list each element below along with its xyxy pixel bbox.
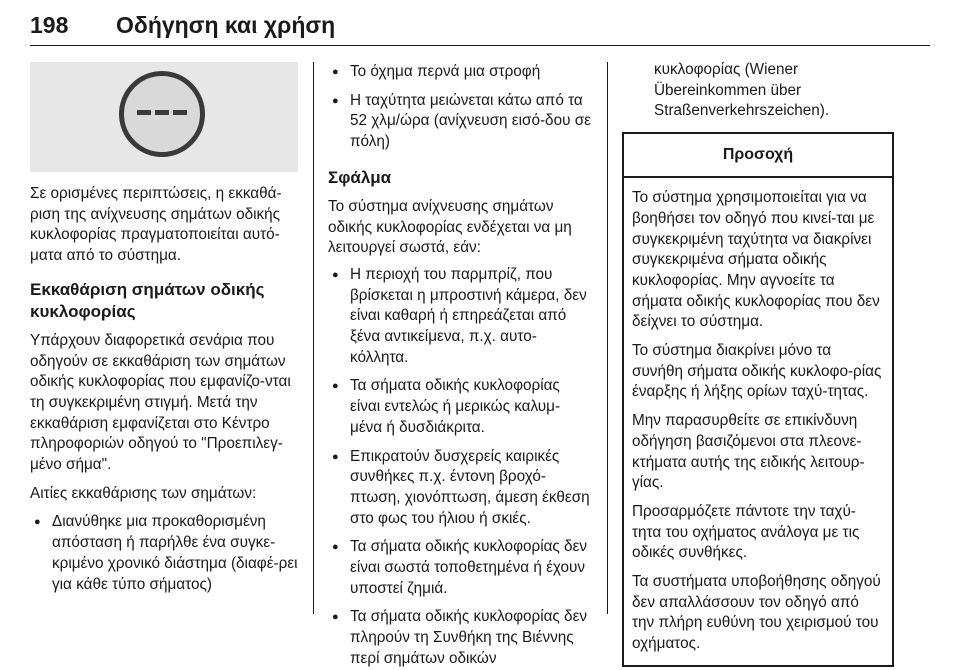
left-column: [30, 62, 298, 595]
continued-text: κυκλοφορίας (Wiener Übereinkommen über Straßenverkehrszeichen).: [654, 61, 830, 120]
header-rule: [30, 45, 930, 46]
error-list: [328, 265, 592, 670]
error-intro: Το σύστημα ανίχνευσης σημάτων οδικής κυκλοφορίας ενδέχεται να μη λειτουργεί σωστά, εάν:: [328, 197, 572, 257]
list-item: ● Επικρατούν δυσχερείς καιρικές συνθήκες π.χ. έντονη βροχό-πτωση, χιονόπτωση, άμεση έκθεση στο φως του ήλιου ή σκιές.: [328, 447, 592, 530]
list-item: ● Το όχημα περνά μια στροφή: [328, 62, 592, 83]
caution-paragraph: Το σύστημα χρησιμοποιείται για να βοηθήσει τον οδηγό που κινεί-ται με συγκεκριμένη ταχύτητα να διακρίνει συγκεκριμένα σήματα οδικής κυκλοφορίας. Μην αγνοείτε τα σήματα οδικής κυκλοφορίας που δεν δείχνει το σύστημα.: [632, 189, 880, 331]
caution-title: Προσοχή: [624, 134, 892, 178]
right-column: [622, 60, 894, 667]
list-item: ● Η ταχύτητα μειώνεται κάτω από τα 52 χλμ/ώρα (ανίχνευση εισό-δου σε πόλη): [328, 91, 592, 153]
caution-body: [624, 178, 892, 665]
list-item: ● Τα σήματα οδικής κυκλοφορίας είναι εντελώς ή μερικώς καλυμ-μένα ή δυσδιάκριτα.: [328, 376, 592, 438]
causes-label: Αιτίες εκκαθάρισης των σημάτων:: [30, 484, 257, 502]
caution-box: [622, 132, 894, 667]
section-heading-clearing: Εκκαθάριση σημάτων οδικής κυκλοφορίας: [30, 279, 265, 321]
causes-list-continued: [328, 62, 592, 153]
default-sign-icon: [119, 71, 205, 157]
causes-list: [30, 512, 298, 595]
caution-paragraph: Μην παρασυρθείτε σε επικίνδυνη οδήγηση βασιζόμενοι στα πλεονε-κτήματα αυτής της ειδικής λειτουρ-γίας.: [632, 412, 865, 492]
caution-paragraph: Προσαρμόζετε πάντοτε την ταχύ-τητα του οχήματος ανάλογα με τις οδικές συνθήκες.: [632, 502, 860, 562]
column-divider: [313, 62, 314, 614]
list-item: ● Η περιοχή του παρμπρίζ, που βρίσκεται η μπροστινή κάμερα, δεν είναι καθαρή ή επηρεάζεται από ξένα αντικείμενα, π.χ. αυτο-κόλλητα.: [328, 265, 592, 369]
list-item: ● Διανύθηκε μια προκαθορισμένη απόσταση ή παρήλθε ένα συγκε-κριμένο χρονικό διάστημα (διαφέ-ρει για κάθε τύπο σήματος): [30, 512, 298, 595]
list-item: ● Τα σήματα οδικής κυκλοφορίας δεν είναι σωστά τοποθετημένα ή έχουν υποστεί ζημιά.: [328, 537, 592, 599]
clearing-paragraph: Υπάρχουν διαφορετικά σενάρια που οδηγούν σε εκκαθάριση των σημάτων οδικής κυκλοφορίας που εμφανίζο-νται τη συγκεκριμένη στιγμή. Μετά την εκκαθάριση εμφανίζεται στο Κέντρο πληροφοριών οδηγού το "Προεπιλεγ-μένο σήμα".: [30, 331, 291, 474]
page-number: 198: [30, 12, 69, 38]
middle-column: [328, 62, 592, 670]
caution-paragraph: Το σύστημα διακρίνει μόνο τα συνήθη σήματα οδικής κυκλοφο-ρίας έναρξης ή λήξης ορίων ταχύ-τητας.: [632, 342, 882, 401]
list-item: ● Τα σήματα οδικής κυκλοφορίας δεν πληρούν τη Συνθήκη της Βιέννης περί σημάτων οδικών: [328, 607, 592, 669]
intro-text: Σε ορισμένες περιπτώσεις, η εκκαθά-ριση της ανίχνευσης σημάτων οδικής κυκλοφορίας πραγματοποιείται αυτό-ματα από το σύστημα.: [30, 185, 282, 265]
section-heading-error: Σφάλμα: [328, 167, 392, 187]
sign-illustration: [30, 62, 298, 172]
caution-paragraph: Τα συστήματα υποβοήθησης οδηγού δεν απαλλάσσουν τον οδηγό από την πλήρη ευθύνη του χειρισμού του οχήματος.: [632, 573, 881, 653]
page-title: Οδήγηση και χρήση: [116, 12, 336, 38]
column-divider: [607, 62, 608, 614]
page-header: [30, 6, 930, 46]
